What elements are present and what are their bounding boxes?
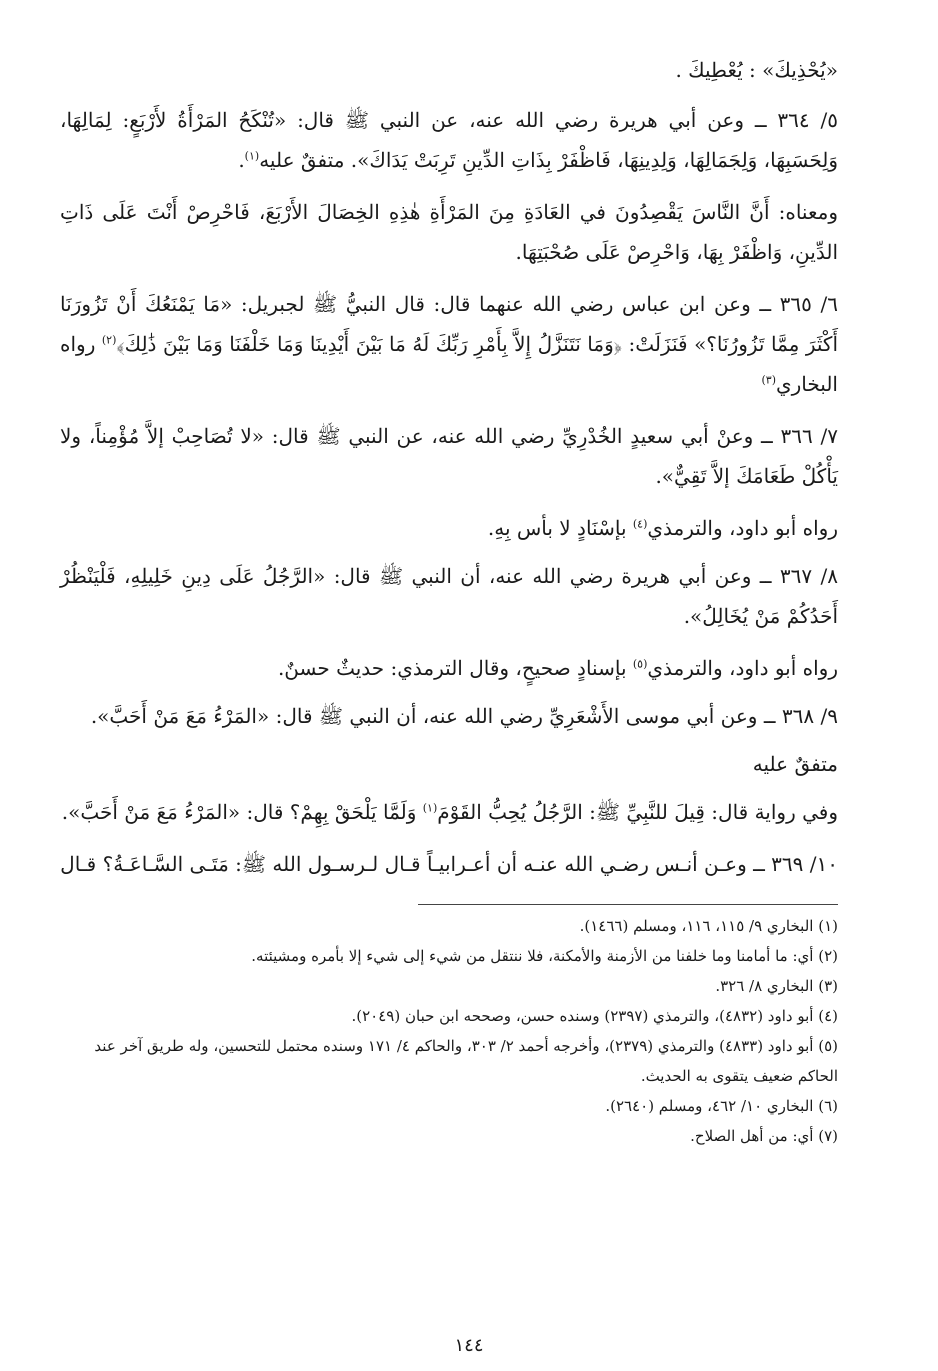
footnote-item: [60, 1001, 838, 1031]
hadith-366-source: [60, 508, 838, 548]
hadith-368-source: [60, 744, 838, 784]
footnote-divider: [418, 904, 838, 905]
footnote-ref[interactable]: (٥): [632, 657, 648, 671]
footnote-item: [60, 941, 838, 971]
footnote-number: (٧): [818, 1127, 838, 1145]
footnote-item: [60, 911, 838, 941]
hadith-369: [60, 844, 838, 884]
paragraph-text: ٨/ ٣٦٧ ــ وعن أبي هريرة رضي الله عنه، أن النبي ﷺ قال: «الرَّجُلُ عَلَى دِينِ خَلِيلِهِ، فَلْيَنْظُرْ أَحَدُكُمْ مَنْ يُخَالِلُ».: [60, 564, 838, 628]
paragraph-text: رواه أبو داود، والترمذي: [647, 516, 838, 540]
paragraph-text: رواه أبو داود، والترمذي: [647, 656, 838, 680]
hadith-368-variant: [60, 792, 838, 832]
footnote-ref[interactable]: (٤): [632, 517, 648, 531]
footnote-item: [60, 1031, 838, 1091]
hadith-367: [60, 556, 838, 636]
footnote-item: [60, 1091, 838, 1121]
hadith-364: [60, 100, 838, 180]
footnote-number: (٤): [818, 1007, 838, 1025]
footnote-text: البخاري ٩/ ١١٥، ١١٦، ومسلم (١٤٦٦).: [579, 917, 814, 935]
paragraph-text: متفقٌ عليه: [752, 752, 838, 776]
paragraph-text: وفي رواية قال: قِيلَ للنَّبِيِّ ﷺ: الرَّجُلُ يُحِبُّ القَوْمَ: [437, 800, 838, 824]
footnote-item: [60, 1121, 838, 1151]
footnote-ref[interactable]: (٣): [761, 373, 776, 387]
footnote-number: (٢): [818, 947, 838, 965]
paragraph-text-tail: وَلَمَّا يَلْحَقْ بِهِمْ؟ قال: «المَرْءُ مَعَ مَنْ أَحَبَّ».: [61, 800, 423, 824]
footnote-item: [60, 971, 838, 1001]
paragraph-text: ٩/ ٣٦٨ ــ وعن أبي موسى الأَشْعَرِيِّ رضي الله عنه، أن النبي ﷺ قال: «المَرْءُ مَعَ مَنْ أَحَبَّ».: [90, 704, 838, 728]
footnote-text: البخاري ١٠/ ٤٦٢، ومسلم (٢٦٤٠).: [605, 1097, 814, 1115]
footnote-ref[interactable]: (١): [422, 801, 438, 815]
footnote-ref[interactable]: (٢): [101, 333, 117, 347]
paragraph-text: ٥/ ٣٦٤ ــ وعن أبي هريرة رضي الله عنه، عن النبي ﷺ قال: «تُنْكَحُ المَرْأَةُ لأَرْبَعٍ: لِمَالِهَا، وَلِحَسَبِهَا، وَلِجَمَالِهَا، وَلِدِينِهَا، فَاظْفَرْ بِذَاتِ الدِّينِ تَرِبَتْ يَدَاكَ». متفقٌ عليه: [60, 108, 838, 172]
footnote-text: أبو داود (٤٨٣٢)، والترمذي (٢٣٩٧) وسنده حسن، وصححه ابن حبان (٢٠٤٩).: [351, 1007, 814, 1025]
footnote-text: أي: من أهل الصلاح.: [690, 1127, 814, 1145]
footnote-number: (٦): [818, 1097, 838, 1115]
paragraph-text: ٧/ ٣٦٦ ــ وعنْ أبي سعيدٍ الخُدْرِيِّ رضي الله عنه، عن النبي ﷺ قال: «لا تُصَاحِبْ إلاَّ مُؤْمِناً، ولا يَأْكُلْ طَعَامَكَ إلاَّ تَقِيٌّ».: [60, 424, 838, 488]
footnote-number: (٥): [818, 1037, 838, 1055]
paragraph-text: ٦/ ٣٦٥ ــ وعن ابن عباس رضي الله عنهما قال: قال النبيُّ ﷺ لجبريل: «مَا يَمْنَعُكَ أَنْ تَزُورَنَا أَكْثَرَ مِمَّا تَزُورُنَا؟» فَنَزَلَتْ: ﴿وَمَا نَتَنَزَّلُ إِلاَّ بِأَمْرِ رَبِّكَ لَهُ مَا بَيْنَ أَيْدِينَا وَمَا خَلْفَنَا وَمَا بَيْنَ ذَٰلِكَ﴾: [60, 292, 839, 356]
footnote-text: أي: ما أمامنا وما خلفنا من الأزمنة والأمكنة، فلا ننتقل من شيء إلى شيء إلا بأمره ومشيئته.: [251, 947, 814, 965]
footnote-ref[interactable]: (١): [244, 149, 260, 163]
hadith-368: [60, 696, 838, 736]
paragraph-text-tail: بإسنادٍ صحيحٍ، وقال الترمذي: حديثٌ حسنٌ.: [277, 656, 633, 680]
hadith-367-source: [60, 648, 838, 688]
paragraph-text-tail: رواه البخاري: [60, 332, 838, 396]
hadith-366: [60, 416, 838, 496]
footnote-text: البخاري ٨/ ٣٢٦.: [715, 977, 814, 995]
paragraph-text-tail: .: [238, 148, 245, 172]
hadith-365: [60, 284, 838, 404]
paragraph-text: «يُحْذِيكَ» : يُعْطِيكَ .: [675, 58, 838, 82]
page-number: ١٤٤: [454, 1335, 484, 1356]
hadith-364-explanation: [60, 192, 838, 272]
footnote-text: أبو داود (٤٨٣٣) والترمذي (٢٣٧٩)، وأخرجه أحمد ٢/ ٣٠٣، والحاكم ٤/ ١٧١ وسنده محتمل للتحسين، وله طريق آخر عند الحاكم ضعيف يتقوى به الحديث.: [94, 1037, 838, 1085]
paragraph-definition: [60, 50, 838, 90]
paragraph-text: ومعناه: أَنَّ النَّاسَ يَقْصِدُونَ في العَادَةِ مِنَ المَرْأَةِ هٰذِهِ الخِصَالَ الأَرْبَعَ، فَاحْرِصْ أَنْتَ عَلَى ذَاتِ الدِّينِ، وَاظْفَرْ بِهَا، وَاحْرِصْ عَلَى صُحْبَتِهَا.: [60, 200, 838, 264]
paragraph-text: ١٠/ ٣٦٩ ــ وعـن أنـس رضـي الله عنـه أن أعـرابيـاً قـال لـرسـول الله ﷺ: مَتَـى السَّـاعَـةُ؟ قـال: [60, 852, 838, 876]
footnotes: [60, 911, 838, 1151]
footnote-number: (٣): [818, 977, 838, 995]
paragraph-text-tail: بإسْنَادٍ لا بأس بِهِ.: [487, 516, 633, 540]
footnote-number: (١): [818, 917, 838, 935]
